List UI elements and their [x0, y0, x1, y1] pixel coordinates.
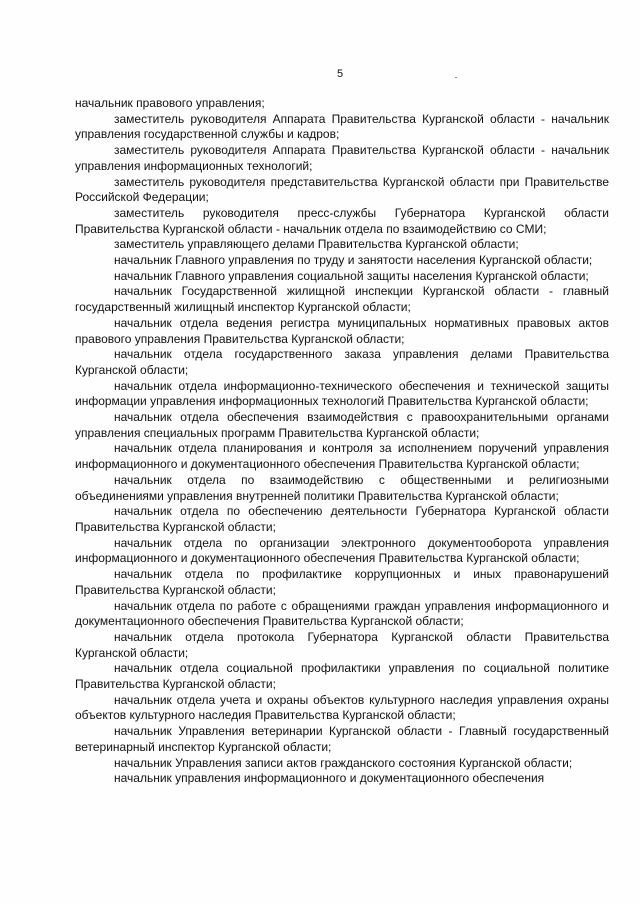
paragraph: заместитель управляющего делами Правительства Курганской области; — [114, 237, 519, 252]
paragraph: начальник отдела по работе с обращениями граждан управления информационного и документационного обеспечения Правительства Курганской области; — [75, 598, 609, 629]
paragraph: начальник отдела по организации электронного документооборота управления информационного и документационного обеспечения Правительства Курганской области; — [75, 535, 609, 566]
paragraph: начальник отдела государственного заказа управления делами Правительства Курганской области; — [75, 347, 609, 377]
page-number: 5 — [336, 68, 344, 80]
paragraph: заместитель руководителя Аппарата Правительства Курганской области - начальник управления информационных технологий; — [75, 143, 609, 173]
paragraph: начальник Главного управления социальной защиты населения Курганской области; — [114, 268, 589, 283]
paragraph: заместитель руководителя Аппарата Правительства Курганской области - начальник управления государственной службы и кадров; — [75, 111, 609, 142]
paragraph: начальник Главного управления по труду и занятости населения Курганской области; — [114, 253, 593, 268]
paragraph: начальник правового управления; — [75, 96, 265, 110]
paragraph: начальник отдела обеспечения взаимодействия с правоохранительными органами управления специальных программ Правительства Курганской области; — [75, 410, 609, 440]
paragraph: начальник управления информационного и документационного обеспечения — [114, 771, 545, 786]
paragraph: начальник Управления записи актов гражданского состояния Курганской области; — [114, 755, 573, 770]
paragraph: начальник отдела социальной профилактики управления по социальной политике Правительства Курганской области; — [75, 661, 609, 692]
paragraph: начальник отдела по обеспечению деятельности Губернатора Курганской области Правительства Курганской области; — [75, 504, 609, 534]
paragraph: заместитель руководителя представительства Курганской области при Правительстве Российской Федерации; — [75, 174, 609, 205]
paragraph: начальник отдела по взаимодействию с общественными и религиозными объединениями управления внутренней политики Правительства Курганской области; — [75, 472, 609, 503]
paragraph: заместитель руководителя пресс-службы Губернатора Курганской области Правительства Курганской области - начальник отдела по взаимодействию со СМИ; — [75, 205, 609, 236]
paragraph: начальник отдела информационно-технического обеспечения и технической защиты информации управления информационных технологий Правительства Курганской области; — [75, 378, 609, 409]
paragraph: начальник отдела по профилактике коррупционных и иных правонарушений Правительства Курганской области; — [75, 567, 609, 597]
paragraph: начальник отдела ведения регистра муниципальных нормативных правовых актов правового управления Правительства Курганской области; — [75, 315, 609, 346]
paragraph: начальник отдела планирования и контроля за исполнением поручений управления информационного и документационного обеспечения Правительства Курганской области; — [75, 441, 609, 472]
document-body — [75, 96, 609, 787]
paragraph: начальник отдела учета и охраны объектов культурного наследия управления охраны объектов культурного наследия Правительства Курганской области; — [75, 692, 609, 723]
paragraph: начальник отдела протокола Губернатора Курганской области Правительства Курганской области; — [75, 629, 609, 660]
paragraph: начальник Государственной жилищной инспекции Курганской области - главный государственный жилищный инспектор Курганской области; — [75, 284, 609, 315]
scan-speck — [455, 77, 457, 78]
paragraph: начальник Управления ветеринарии Курганской области - Главный государственный ветеринарный инспектор Курганской области; — [75, 724, 609, 754]
